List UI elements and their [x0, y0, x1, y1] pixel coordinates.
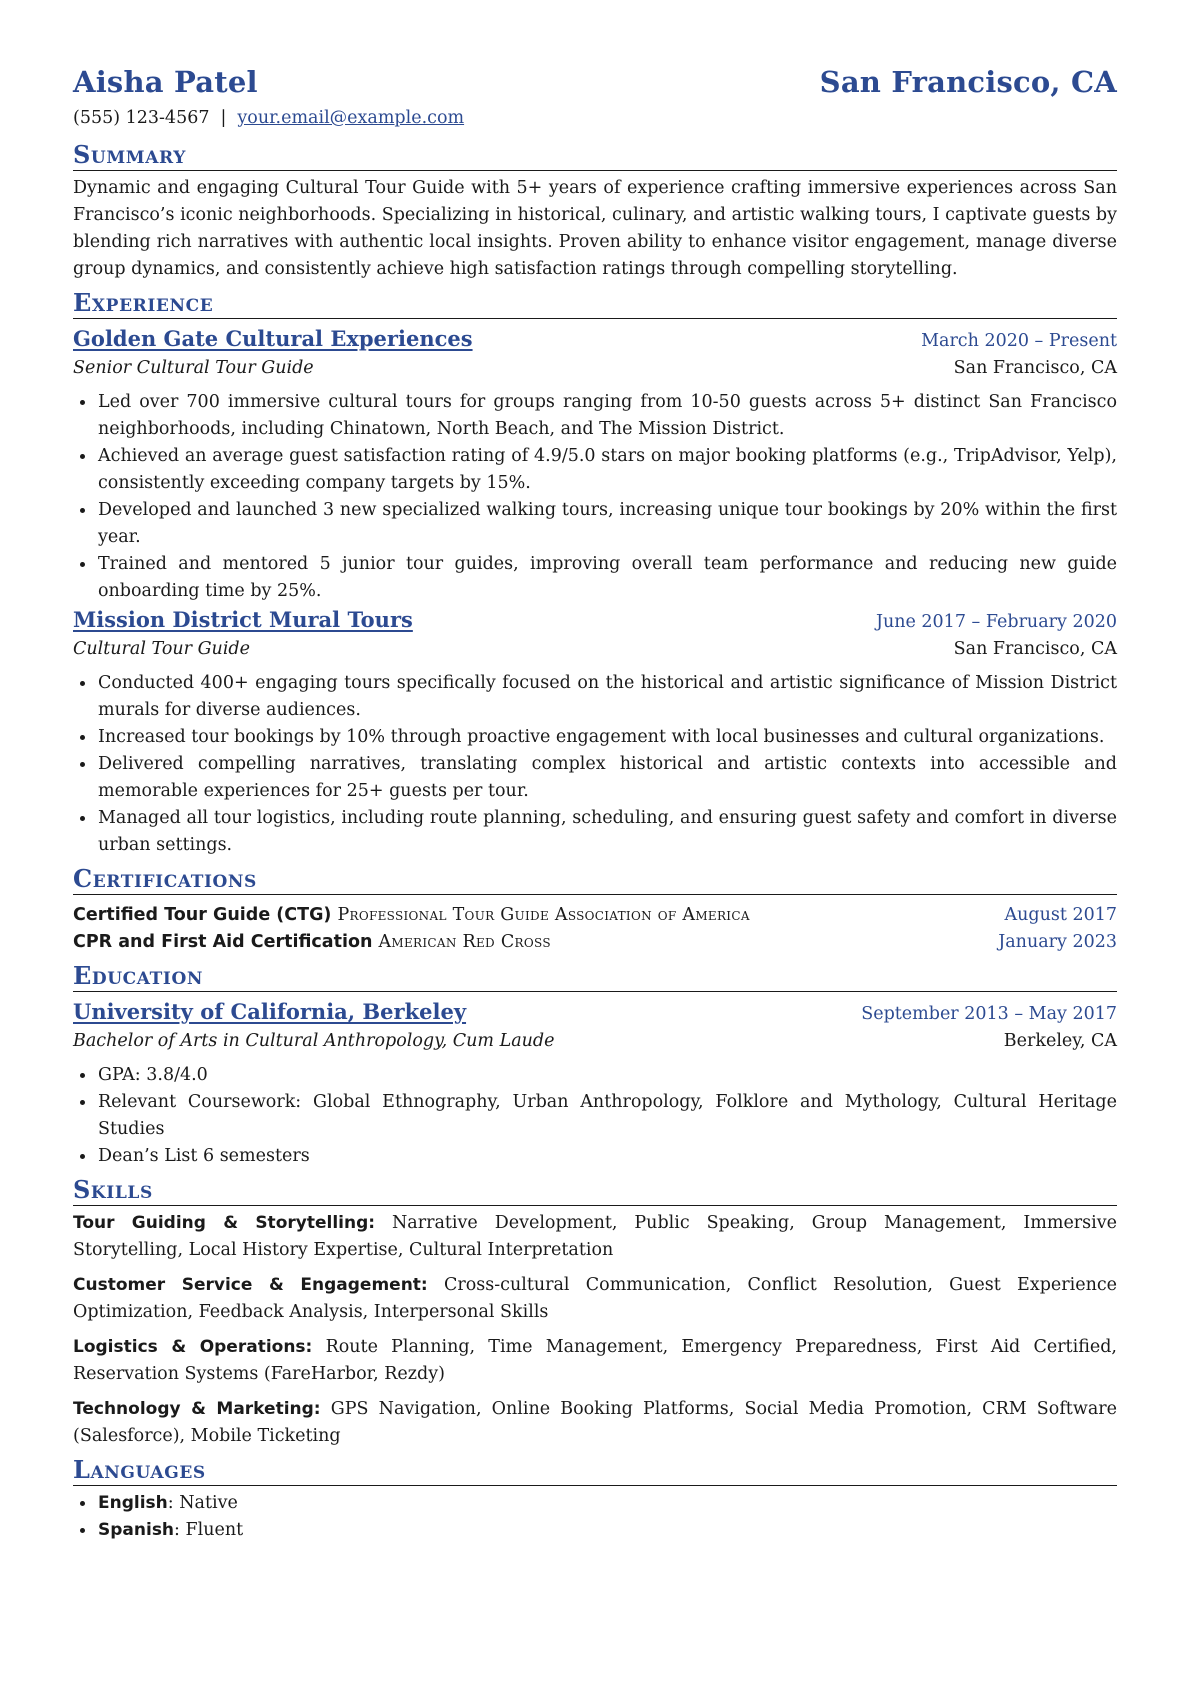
entry-subheader	[73, 636, 1117, 663]
list-item: Delivered compelling narratives, translating complex historical and artistic contexts into accessible and memorable experiences for 25+ guests per tour.	[73, 751, 1117, 805]
entry-header	[73, 324, 1117, 355]
employer-link[interactable]: Mission District Mural Tours	[73, 607, 413, 632]
list-item: Dean’s List 6 semesters	[73, 1143, 1117, 1170]
entry-header	[73, 997, 1117, 1028]
list-item: Led over 700 immersive cultural tours for groups ranging from 10-50 guests across 5+ distinct San Francisco neighborhoods, including Chinatown, North Beach, and The Mission District.	[73, 389, 1117, 443]
list-item	[73, 1490, 1117, 1517]
skill-group	[73, 1334, 1117, 1388]
certification-list	[73, 902, 1117, 956]
section-title-certifications: Certifications	[73, 865, 1117, 895]
list-item: Developed and launched 3 new specialized walking tours, increasing unique tour bookings by 20% within the first year.	[73, 497, 1117, 551]
section-title-experience: Experience	[73, 289, 1117, 319]
language-level: : Native	[167, 1493, 238, 1513]
skill-group	[73, 1396, 1117, 1450]
experience-entry	[73, 324, 1117, 605]
skill-group-label: Customer Service & Engagement:	[73, 1275, 428, 1295]
job-title: Cultural Tour Guide	[73, 639, 250, 659]
skill-group	[73, 1272, 1117, 1326]
bullet-list	[73, 1062, 1117, 1170]
language-name: Spanish	[98, 1520, 175, 1540]
school-location: Berkeley, CA	[1003, 1031, 1117, 1051]
phone-number: (555) 123-4567	[73, 108, 210, 128]
employment-dates: June 2017 – February 2020	[875, 612, 1117, 632]
section-title-languages: Languages	[73, 1456, 1117, 1486]
list-item: Achieved an average guest satisfaction rating of 4.9/5.0 stars on major booking platforms (e.g., TripAdvisor, Yelp), consistently exceeding company targets by 15%.	[73, 443, 1117, 497]
list-item: Increased tour bookings by 10% through proactive engagement with local businesses and cultural organizations.	[73, 724, 1117, 751]
certification-issuer: American Red Cross	[378, 932, 551, 952]
section-title-skills: Skills	[73, 1176, 1117, 1206]
summary-text: Dynamic and engaging Cultural Tour Guide with 5+ years of experience crafting immersive experiences across San Francisco’s iconic neighborhoods. Specializing in historical, culinary, and artistic walking tours, I captivate guests by blending rich narratives with authentic local insights. Proven ability to enhance visitor engagement, manage diverse group dynamics, and consistently achieve high satisfaction ratings through compelling storytelling.	[73, 178, 1117, 279]
skill-group-text: Narrative Development, Public Speaking, Group Management, Immersive Storytelling, Local History Expertise, Cultural Interpretation	[73, 1213, 1117, 1260]
list-item: Relevant Coursework: Global Ethnography, Urban Anthropology, Folklore and Mythology, Cultural Heritage Studies	[73, 1089, 1117, 1143]
certification-row	[73, 929, 1117, 956]
list-item: Managed all tour logistics, including route planning, scheduling, and ensuring guest safety and comfort in diverse urban settings.	[73, 805, 1117, 859]
skill-group-label: Tour Guiding & Storytelling:	[73, 1213, 376, 1233]
certification-date: August 2017	[1004, 905, 1117, 925]
employer-link[interactable]: Golden Gate Cultural Experiences	[73, 326, 473, 351]
school-link[interactable]: University of California, Berkeley	[73, 999, 467, 1024]
certification-issuer: Professional Tour Guide Association of America	[337, 905, 750, 925]
certification-name: Certified Tour Guide (CTG)	[73, 905, 332, 925]
candidate-location: San Francisco, CA	[819, 65, 1117, 99]
job-location: San Francisco, CA	[953, 358, 1117, 378]
certification-row	[73, 902, 1117, 929]
entry-subheader	[73, 355, 1117, 382]
skill-group-label: Technology & Marketing:	[73, 1399, 321, 1419]
entry-subheader	[73, 1028, 1117, 1055]
employment-dates: March 2020 – Present	[921, 331, 1117, 351]
skill-group-label: Logistics & Operations:	[73, 1337, 313, 1357]
language-level: : Fluent	[174, 1520, 244, 1540]
email-link[interactable]: your.email@example.com	[237, 108, 465, 128]
certification-name: CPR and First Aid Certification	[73, 932, 373, 952]
certification-date: January 2023	[998, 932, 1117, 952]
job-title: Senior Cultural Tour Guide	[73, 358, 314, 378]
contact-separator: |	[220, 108, 227, 128]
contact-line	[73, 105, 1117, 131]
section-title-education: Education	[73, 962, 1117, 992]
experience-entry	[73, 605, 1117, 859]
skill-group-text: Cross-cultural Communication, Conflict Resolution, Guest Experience Optimization, Feedback Analysis, Interpersonal Skills	[73, 1275, 1117, 1322]
entry-header	[73, 605, 1117, 636]
list-item: GPA: 3.8/4.0	[73, 1062, 1117, 1089]
education-entry	[73, 997, 1117, 1170]
education-dates: September 2013 – May 2017	[861, 1004, 1117, 1024]
bullet-list	[73, 389, 1117, 605]
language-name: English	[98, 1493, 168, 1513]
skill-group-text: GPS Navigation, Online Booking Platforms, Social Media Promotion, CRM Software (Salesforce), Mobile Ticketing	[73, 1399, 1117, 1446]
list-item: Conducted 400+ engaging tours specifically focused on the historical and artistic significance of Mission District murals for diverse audiences.	[73, 670, 1117, 724]
bullet-list	[73, 670, 1117, 859]
list-item: Trained and mentored 5 junior tour guides, improving overall team performance and reducing new guide onboarding time by 25%.	[73, 551, 1117, 605]
resume-header	[73, 62, 1117, 102]
job-location: San Francisco, CA	[953, 639, 1117, 659]
skill-group-text: Route Planning, Time Management, Emergency Preparedness, First Aid Certified, Reservation Systems (FareHarbor, Rezdy)	[73, 1337, 1117, 1384]
section-title-summary: Summary	[73, 141, 1117, 171]
list-item	[73, 1517, 1117, 1544]
language-list	[73, 1490, 1117, 1544]
skill-group	[73, 1210, 1117, 1264]
degree-title: Bachelor of Arts in Cultural Anthropology, Cum Laude	[73, 1031, 555, 1051]
candidate-name: Aisha Patel	[73, 65, 258, 99]
skills-list	[73, 1210, 1117, 1450]
